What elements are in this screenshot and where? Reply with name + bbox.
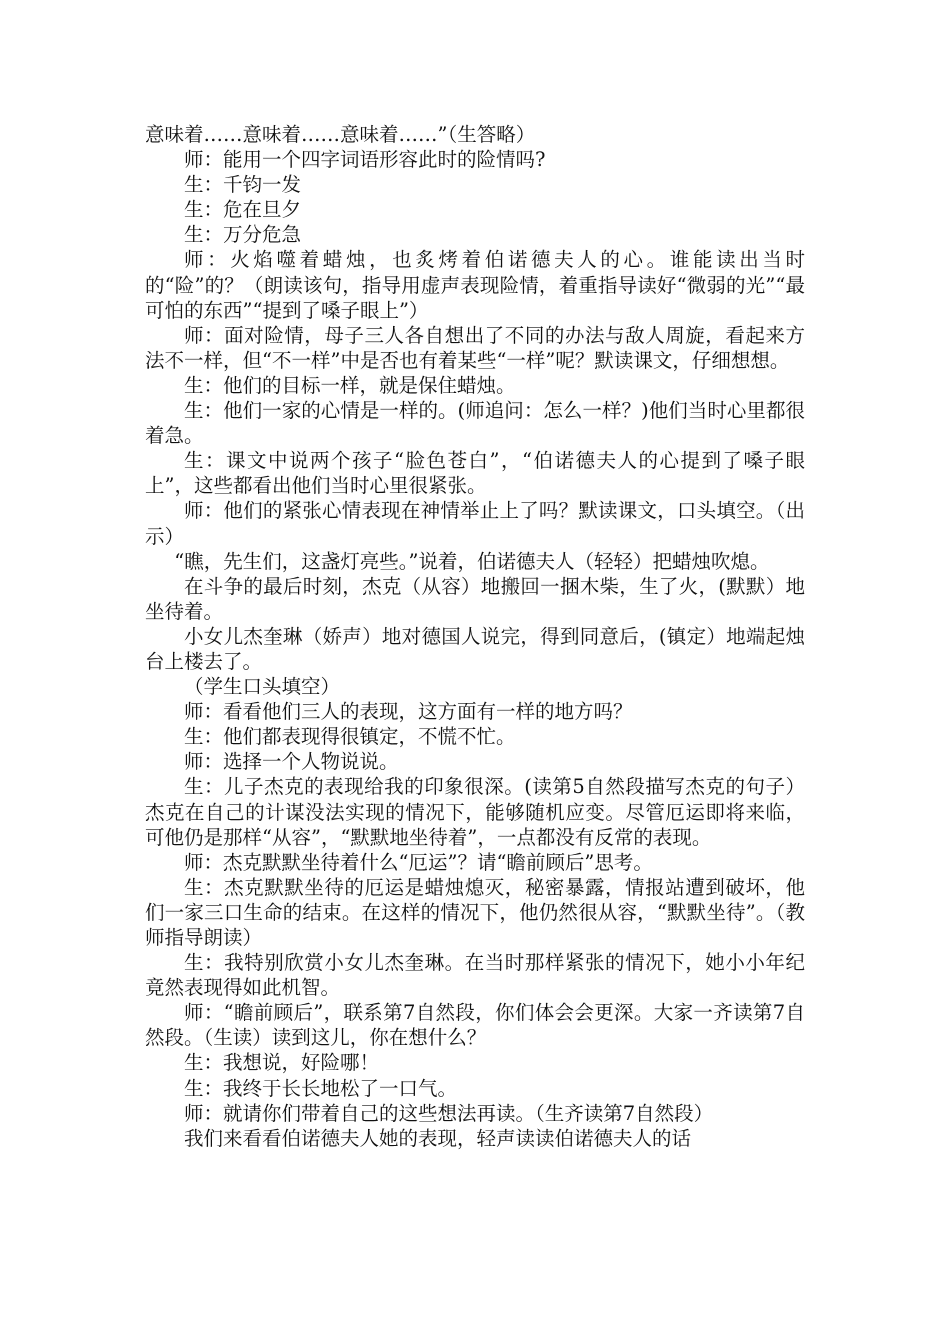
paragraph: 师：就请你们带着自己的这些想法再读。（生齐读第7自然段） <box>184 1101 714 1125</box>
paragraph: 生：万分危急 <box>184 223 302 247</box>
paragraph: 师：杰克默默坐待着什么“厄运”？请“瞻前顾后”思考。 <box>184 850 653 874</box>
paragraph: 生：我想说，好险哪！ <box>184 1051 380 1075</box>
paragraph: 生：我终于长长地松了一口气。 <box>184 1076 458 1100</box>
paragraph: （学生口头填空） <box>184 675 341 699</box>
paragraph: 我们来看看伯诺德夫人她的表现，轻声读读伯诺德夫人的话 <box>184 1126 692 1150</box>
paragraph: 师：“瞻前顾后”，联系第7自然段，你们体会会更深。大家一齐读第7自然段。（生读）读到这儿，你在想什么？ <box>145 1001 805 1050</box>
paragraph: 生：儿子杰克的表现给我的印象很深。(读第5自然段描写杰克的句子）杰克在自己的计谋没法实现的情况下，能够随机应变。尽管厄运即将来临，可他仍是那样“从容”，“默默地坐待着”，一点都没有反常的表现。 <box>145 775 805 849</box>
paragraph: 生：杰克默默坐待的厄运是蜡烛熄灭，秘密暴露，情报站遭到破坏，他们一家三口生命的结束。在这样的情况下，他仍然很从容，“默默坐待”。（教师指导朗读） <box>145 875 805 949</box>
paragraph: 生：他们一家的心情是一样的。(师追问：怎么一样？)他们当时心里都很着急。 <box>145 399 805 448</box>
paragraph: 生：他们的目标一样，就是保住蜡烛。 <box>184 373 516 397</box>
paragraph: 师：面对险情，母子三人各自想出了不同的办法与敌人周旋，看起来方法不一样，但“不一样”中是否也有着某些“一样”呢？默读课文，仔细想想。 <box>145 323 805 372</box>
paragraph: 师：他们的紧张心情表现在神情举止上了吗？默读课文，口头填空。（出示） <box>145 499 805 548</box>
document-body <box>145 122 805 1151</box>
paragraph: 生：课文中说两个孩子“脸色苍白”，“伯诺德夫人的心提到了嗓子眼上”，这些都看出他们当时心里很紧张。 <box>145 449 805 498</box>
paragraph: 生：他们都表现得很镇定，不慌不忙。 <box>184 725 516 749</box>
paragraph: 师：火焰噬着蜡烛，也炙烤着伯诺德夫人的心。谁能读出当时的“险”的？（朗读该句，指导用虚声表现险情，着重指导读好“微弱的光”“最可怕的东西”“提到了嗓子眼上”） <box>145 248 805 322</box>
paragraph: 生：危在旦夕 <box>184 198 302 222</box>
paragraph: “瞧，先生们，这盏灯亮些。”说着，伯诺德夫人（轻轻）把蜡烛吹熄。 <box>174 549 770 573</box>
paragraph: 生：我特别欣赏小女儿杰奎琳。在当时那样紧张的情况下，她小小年纪竟然表现得如此机智。 <box>145 951 805 1000</box>
paragraph: 师：选择一个人物说说。 <box>184 750 399 774</box>
paragraph: 小女儿杰奎琳（娇声）地对德国人说完，得到同意后，(镇定）地端起烛台上楼去了。 <box>145 624 805 673</box>
paragraph: 在斗争的最后时刻，杰克（从容）地搬回一捆木柴，生了火，(默默）地坐待着。 <box>145 574 805 623</box>
paragraph: 师：看看他们三人的表现，这方面有一样的地方吗？ <box>184 700 633 724</box>
paragraph: 师：能用一个四字词语形容此时的险情吗? <box>184 148 546 172</box>
paragraph: 生：千钧一发 <box>184 173 302 197</box>
paragraph: 意味着……意味着……意味着……”（生答略） <box>145 123 536 146</box>
